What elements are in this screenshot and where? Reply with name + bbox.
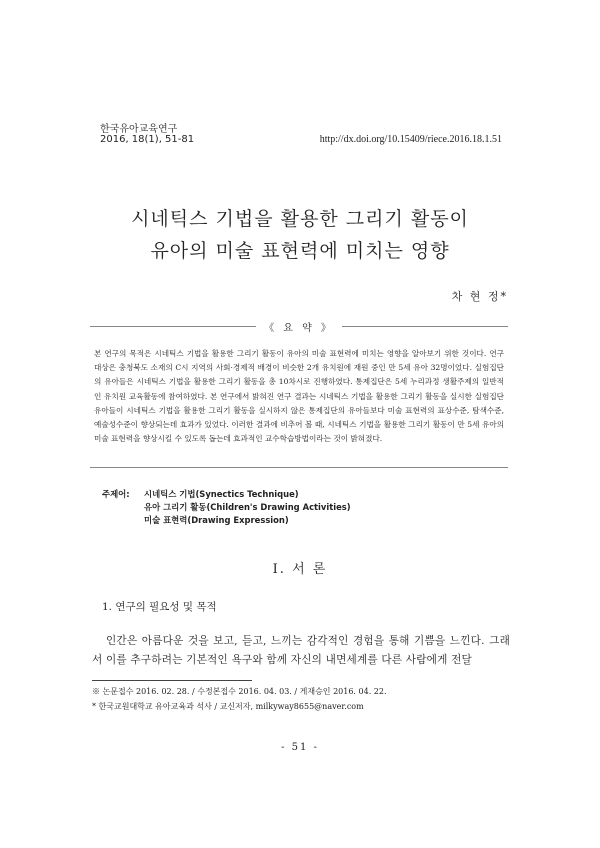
paper-title-line-2: 유아의 미술 표현력에 미치는 영향: [150, 240, 450, 262]
keywords-label: 주제어:: [102, 489, 130, 499]
body-paragraph: 인간은 아름다운 것을 보고, 듣고, 느끼는 감각적인 경험을 통해 기쁨을 느낀다. 그래서 이를 추구하려는 기본적인 욕구와 함께 자신의 내면세계를 다른 사람에게 전달: [92, 635, 510, 666]
keywords-block: [102, 488, 351, 527]
keyword-row: [102, 488, 351, 501]
keyword-row: [102, 501, 351, 514]
page-number: - 51 -: [281, 742, 319, 753]
doi-link[interactable]: http://dx.doi.org/10.15409/riece.2016.18.1.51: [319, 134, 502, 145]
abstract-heading-label: 《 요 약 》: [256, 323, 342, 334]
journal-volume-info: 2016, 18(1), 51-81: [100, 134, 195, 145]
journal-name: 한국유아교육연구: [100, 124, 178, 135]
keyword-item: 유아 그리기 활동(Children's Drawing Activities): [144, 502, 351, 512]
abstract-box: [90, 323, 508, 468]
footnote-dates: ※ 논문접수 2016. 02. 28. / 수정본접수 2016. 04. 03. / 게재승인 2016. 04. 22.: [92, 687, 387, 696]
abstract-heading: [90, 319, 508, 334]
paper-title-line-1: 시네틱스 기법을 활용한 그리기 활동이: [131, 208, 469, 230]
keyword-row: [102, 514, 351, 527]
footnote-author-info: * 한국교원대학교 유아교육과 석사 / 교신저자, milkyway8655@naver.com: [92, 702, 364, 711]
author-name: 차 현 정*: [451, 290, 508, 303]
section-heading: Ⅰ. 서 론: [272, 562, 328, 577]
abstract-text: 본 연구의 목적은 시네틱스 기법을 활용한 그리기 활동이 유아의 미술 표현력에 미치는 영향을 알아보기 위한 것이다. 연구 대상은 충청북도 소재의 C시 지역의 사회·경제적 배경이 비슷한 2개 유치원에 재원 중인 만 5세 유아 32명이었다. 실험집단의 유아들은 시네틱스 기법을 활용한 그리기 활동을 총 10차시로 진행하였다. 통제집단은 5세 누리과정 생활주제의 일반적인 유치원 교육활동에 참여하였다. 본 연구에서 밝혀진 연구 결과는 시네틱스 기법을 활용한 그리기 활동을 실시한 실험집단 유아들이 시네틱스 기법을 활용한 그리기 활동을 실시하지 않은 통제집단의 유아들보다 미술 표현력의 표상수준, 탐색수준, 예술성수준이 향상되는데 효과가 있었다. 이러한 결과에 비추어 볼 때, 시네틱스 기법을 활용한 그리기 활동이 만 5세 유아의 미술 표현력을 향상시킬 수 있도록 돕는데 효과적인 교수학습방법이라는 것이 밝혀졌다.: [94, 349, 504, 444]
keyword-item: 미술 표현력(Drawing Expression): [144, 515, 289, 525]
subsection-heading: 1. 연구의 필요성 및 목적: [102, 601, 217, 613]
footnote-divider: [92, 680, 252, 681]
keyword-item: 시네틱스 기법(Synectics Technique): [144, 489, 299, 499]
